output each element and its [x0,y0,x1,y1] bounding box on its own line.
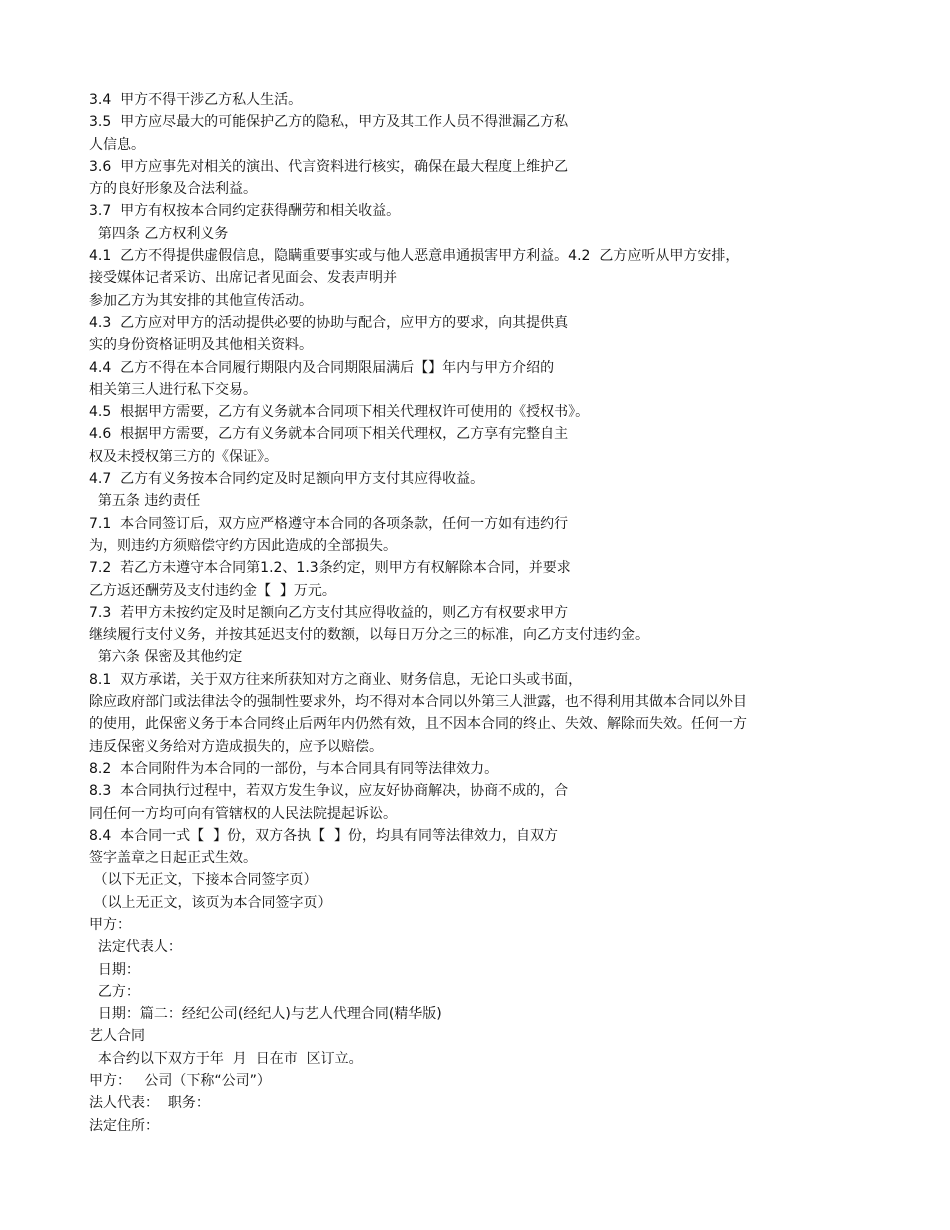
clause-4-2-cont: 接受媒体记者采访、出席记者见面会、发表声明并 [89,270,397,287]
clause-8-4: 8.4 本合同一式【 】份，双方各执【 】份，均具有同等法律效力，自双方 [89,827,558,844]
clause-7-1-cont: 为，则违约方须赔偿守约方因此造成的全部损失。 [89,537,397,554]
clause-7-3: 7.3 若甲方未按约定及时足额向乙方支付其应得收益的，则乙方有权要求甲方 [89,604,569,621]
clause-4-4: 4.4 乙方不得在本合同履行期限内及合同期限届满后【】年内与甲方介绍的 [89,359,555,376]
clause-8-4-cont: 签字盖章之日起正式生效。 [89,850,257,867]
clause-4-3-cont: 实的身份资格证明及其他相关资料。 [89,337,313,354]
clause-3-6-cont: 方的良好形象及合法利益。 [89,181,257,198]
clause-8-1-cont-3: 违反保密义务给对方造成损失的，应予以赔偿。 [89,738,383,755]
clause-4-2-cont-2: 参加乙方为其安排的其他宣传活动。 [89,292,313,309]
clause-4-4-cont: 相关第三人进行私下交易。 [89,381,257,398]
party-a-label: 甲方： [89,916,131,933]
clause-3-6: 3.6 甲方应事先对相关的演出、代言资料进行核实，确保在最大程度上维护乙 [89,158,569,175]
legal-rep-position: 法人代表： 职务： [89,1095,210,1112]
clause-7-2: 7.2 若乙方未遵守本合同第1.2、1.3条约定，则甲方有权解除本合同，并要求 [89,560,571,577]
clause-8-1: 8.1 双方承诺，关于双方往来所获知对方之商业、财务信息，无论口头或书面， [89,671,583,688]
date-label-1: 日期： [89,961,140,978]
clause-4-6: 4.6 根据甲方需要，乙方有义务就本合同项下相关代理权，乙方享有完整自主 [89,426,569,443]
section-heading-6: 第六条 保密及其他约定 [89,649,243,666]
clause-3-5: 3.5 甲方应尽最大的可能保护乙方的隐私，甲方及其工作人员不得泄漏乙方私 [89,114,569,131]
legal-rep-label: 法定代表人： [89,939,182,956]
clause-4-6-cont: 权及未授权第三方的《保证》。 [89,448,278,465]
contract-title: 艺人合同 [89,1028,145,1045]
party-b-label: 乙方： [89,983,140,1000]
no-text-note-2: （以上无正文，该页为本合同签字页） [89,894,332,911]
contract-text [89,89,879,1137]
clause-3-7: 3.7 甲方有权按本合同约定获得酬劳和相关收益。 [89,203,401,220]
clause-8-2: 8.2 本合同附件为本合同的一部份，与本合同具有同等法律效力。 [89,760,499,777]
legal-address: 法定住所： [89,1117,159,1134]
clause-7-3-cont: 继续履行支付义务，并按其延迟支付的数额，以每日万分之三的标准，向乙方支付违约金。 [89,627,649,644]
clause-3-5-cont: 人信息。 [89,136,145,153]
clause-4-3: 4.3 乙方应对甲方的活动提供必要的协助与配合，应甲方的要求，向其提供真 [89,314,569,331]
clause-8-1-cont: 除应政府部门或法律法令的强制性要求外，均不得对本合同以外第三人泄露，也不得利用其做本合同以外目 [89,694,747,711]
date-label-2: 日期：篇二：经纪公司(经纪人)与艺人代理合同(精华版) [89,1006,442,1023]
clause-8-3-cont: 同任何一方均可向有管辖权的人民法院提起诉讼。 [89,805,397,822]
clause-4-1: 4.1 乙方不得提供虚假信息，隐瞒重要事实或与他人恶意串通损害甲方利益。4.2 乙方应听从甲方安排， [89,248,740,265]
no-text-note-1: （以下无正文，下接本合同签字页） [89,872,318,889]
clause-7-1: 7.1 本合同签订后，双方应严格遵守本合同的各项条款，任何一方如有违约行 [89,515,569,532]
clause-4-7: 4.7 乙方有义务按本合同约定及时足额向甲方支付其应得收益。 [89,471,485,488]
section-heading-5: 第五条 违约责任 [89,493,201,510]
clause-4-5: 4.5 根据甲方需要，乙方有义务就本合同项下相关代理权许可使用的《授权书》。 [89,404,590,421]
clause-8-3: 8.3 本合同执行过程中，若双方发生争议，应友好协商解决，协商不成的，合 [89,783,569,800]
contract-intro: 本合约以下双方于年 月 日在市 区订立。 [89,1050,363,1067]
clause-8-1-cont-2: 的使用，此保密义务于本合同终止后两年内仍然有效，且不因本合同的终止、失效、解除而失效。任何一方 [89,716,747,733]
party-a-company: 甲方： 公司（下称“公司”） [89,1073,271,1090]
section-heading-4: 第四条 乙方权利义务 [89,225,229,242]
clause-7-2-cont: 乙方返还酬劳及支付违约金【 】万元。 [89,582,336,599]
clause-3-4: 3.4 甲方不得干涉乙方私人生活。 [89,92,303,108]
